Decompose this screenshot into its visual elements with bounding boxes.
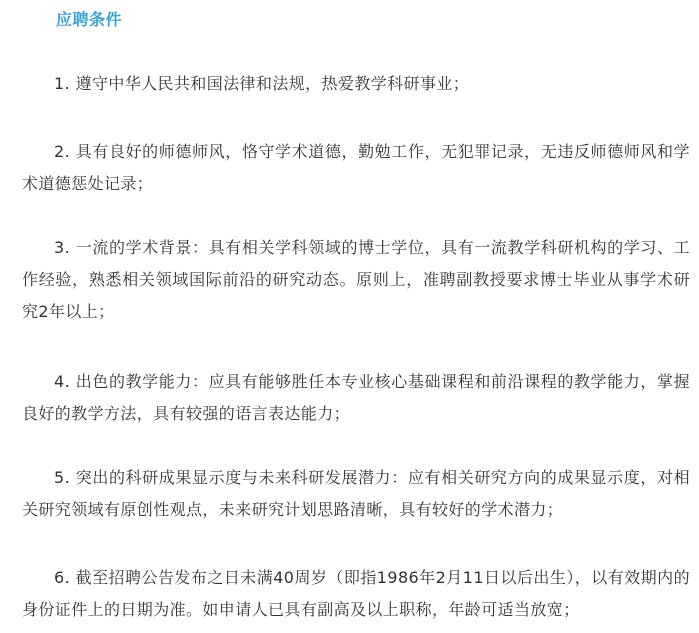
requirement-paragraph-4: 4. 出色的教学能力：应具有能够胜任本专业核心基础课程和前沿课程的教学能力，掌握良好的教学方法，具有较强的语言表达能力； xyxy=(22,372,690,423)
section-title: 应聘条件 xyxy=(56,10,123,29)
requirement-paragraph-1: 1. 遵守中华人民共和国法律和法规，热爱教学科研事业； xyxy=(54,74,470,93)
requirement-paragraph-2: 2. 具有良好的师德师风，恪守学术道德，勤勉工作，无犯罪记录，无违反师德师风和学术道德惩处记录； xyxy=(22,142,690,193)
requirement-paragraph-5: 5. 突出的科研成果显示度与未来科研发展潜力：应有相关研究方向的成果显示度，对相关研究领域有原创性观点，未来研究计划思路清晰，具有较好的学术潜力； xyxy=(22,468,690,519)
requirement-paragraph-6: 6. 截至招聘公告发布之日未满40周岁（即指1986年2月11日以后出生），以有效期内的身份证件上的日期为准。如申请人已具有副高及以上职称，年龄可适当放宽； xyxy=(22,568,690,619)
requirement-paragraph-3: 3. 一流的学术背景：具有相关学科领域的博士学位，具有一流教学科研机构的学习、工作经验，熟悉相关领域国际前沿的研究动态。原则上，准聘副教授要求博士毕业从事学术研究2年以上； xyxy=(22,238,690,321)
